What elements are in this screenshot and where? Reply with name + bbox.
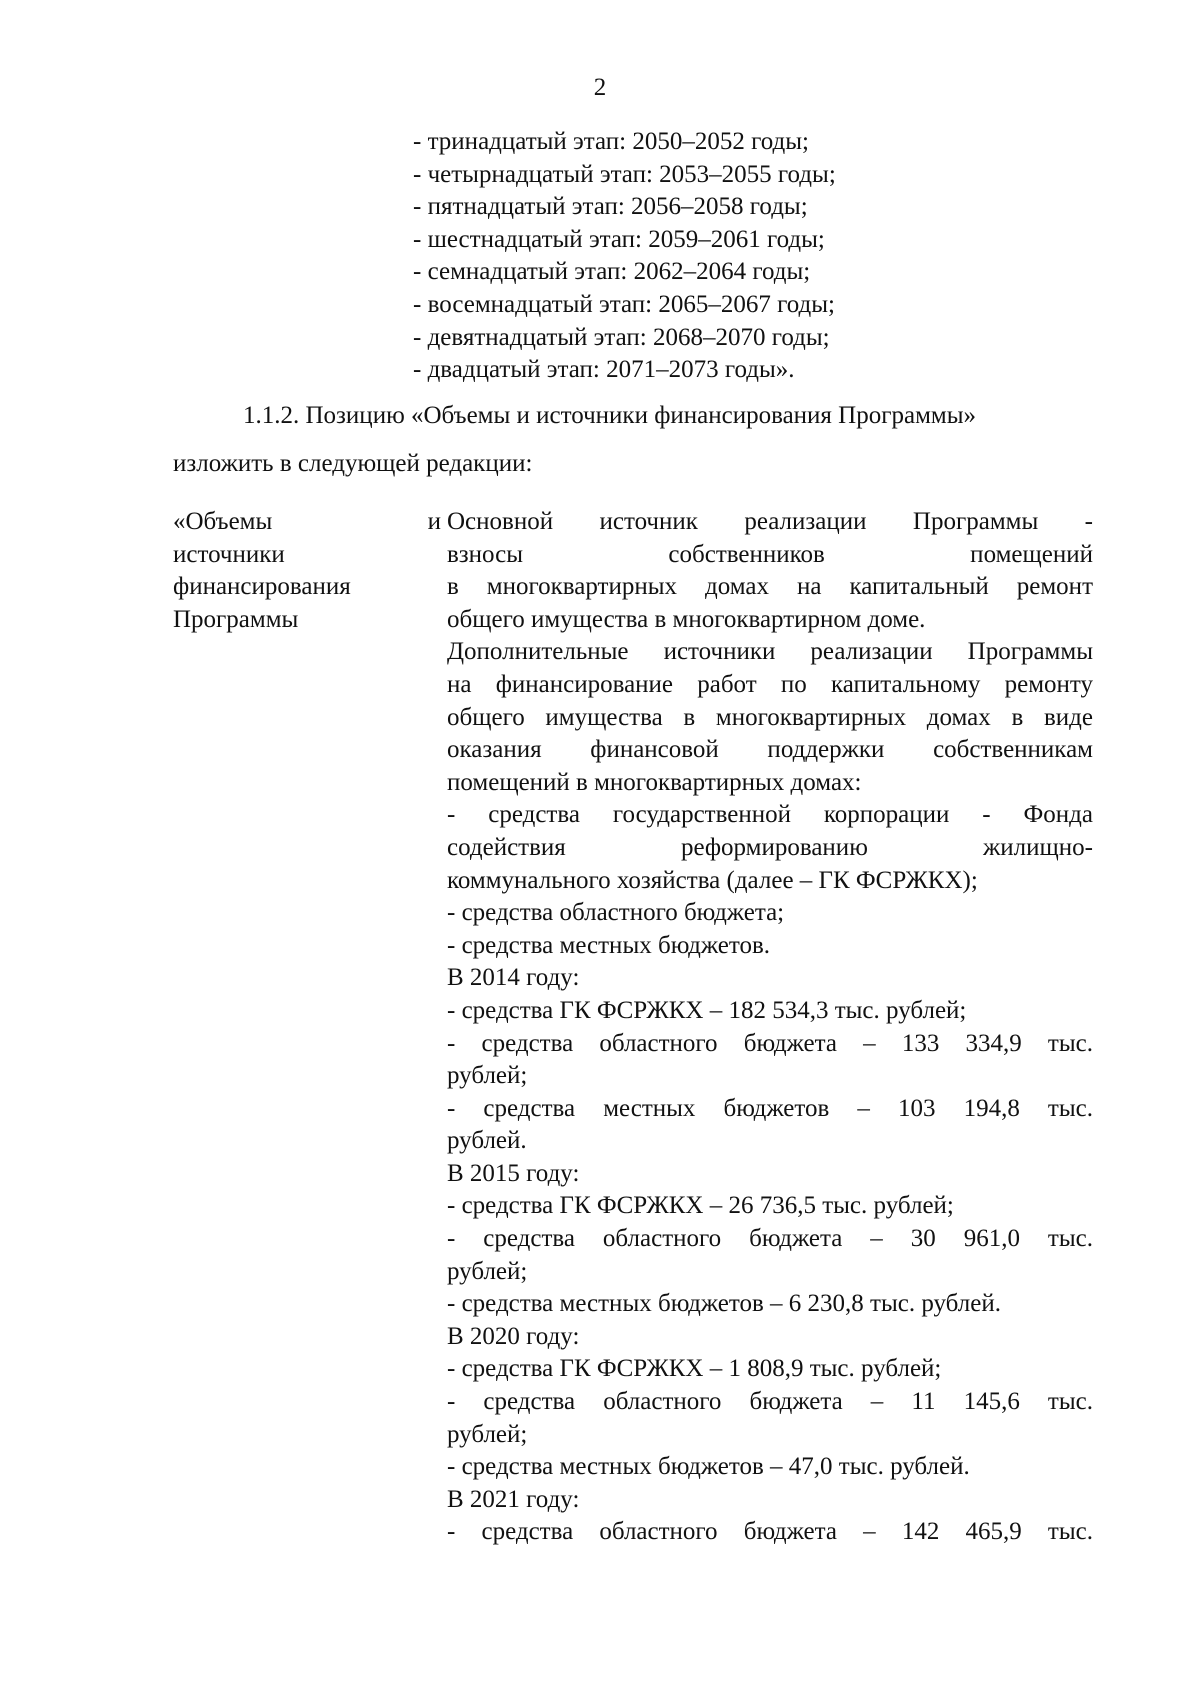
content-line: - средства местных бюджетов.	[447, 931, 771, 959]
stage-item: - пятнадцатый этап: 2056–2058 годы;	[413, 193, 808, 221]
label-line: финансирования	[173, 573, 351, 601]
content-line: помещений в многоквартирных домах:	[447, 768, 862, 796]
content-line: содействия реформированию жилищно-	[447, 833, 1093, 861]
content-line: рублей;	[447, 1062, 528, 1090]
stage-list	[413, 126, 1093, 387]
content-line: В 2021 году:	[447, 1485, 580, 1513]
content-line: - средства областного бюджета – 30 961,0 тыс.	[447, 1225, 1093, 1253]
content-line: коммунального хозяйства (далее – ГК ФСРЖКХ);	[447, 866, 978, 894]
content-line: - средства государственной корпорации - Фонда	[447, 801, 1093, 829]
content-line: В 2014 году:	[447, 964, 580, 992]
label-line: источники	[173, 540, 285, 568]
label-conjunction: и	[427, 508, 441, 535]
content-line: - средства ГК ФСРЖКХ – 182 534,3 тыс. рублей;	[447, 996, 967, 1024]
table-content-cell	[447, 506, 1093, 1549]
content-line: - средства местных бюджетов – 47,0 тыс. рублей.	[447, 1453, 970, 1481]
content-line: - средства ГК ФСРЖКХ – 26 736,5 тыс. рублей;	[447, 1192, 954, 1220]
content-line: рублей;	[447, 1420, 528, 1448]
content-line: взносы собственников помещений	[447, 540, 1093, 568]
stage-item: - четырнадцатый этап: 2053–2055 годы;	[413, 160, 836, 188]
paragraph-item-1-1-2: 1.1.2. Позицию «Объемы и источники финансирования Программы»	[243, 402, 977, 429]
stage-item: - двадцатый этап: 2071–2073 годы».	[413, 356, 795, 384]
paragraph-continuation: изложить в следующей редакции:	[173, 450, 533, 477]
content-line: на финансирование работ по капитальному ремонту	[447, 670, 1093, 698]
label-line	[173, 506, 441, 539]
content-line: рублей.	[447, 1127, 527, 1155]
content-line: - средства областного бюджета – 133 334,9 тыс.	[447, 1029, 1093, 1057]
content-line: - средства местных бюджетов – 6 230,8 тыс. рублей.	[447, 1290, 1001, 1318]
content-line: Дополнительные источники реализации Программы	[447, 638, 1093, 666]
content-line: рублей;	[447, 1257, 528, 1285]
content-line: общего имущества в многоквартирных домах в виде	[447, 703, 1093, 731]
stage-item: - тринадцатый этап: 2050–2052 годы;	[413, 128, 809, 155]
page-number: 2	[593, 74, 607, 101]
content-line: - средства областного бюджета – 11 145,6 тыс.	[447, 1388, 1093, 1416]
stage-item: - девятнадцатый этап: 2068–2070 годы;	[413, 323, 830, 351]
stage-item: - семнадцатый этап: 2062–2064 годы;	[413, 258, 811, 286]
content-line: общего имущества в многоквартирном доме.	[447, 605, 926, 633]
content-line: Основной источник реализации Программы -	[447, 508, 1093, 535]
stage-item: - шестнадцатый этап: 2059–2061 годы;	[413, 225, 825, 253]
label-line: Программы	[173, 605, 299, 633]
stage-item: - восемнадцатый этап: 2065–2067 годы;	[413, 290, 835, 318]
content-line: в многоквартирных домах на капитальный ремонт	[447, 573, 1093, 601]
label-word: «Объемы	[173, 508, 273, 535]
content-line: В 2020 году:	[447, 1322, 580, 1350]
content-line: - средства ГК ФСРЖКХ – 1 808,9 тыс. рублей;	[447, 1355, 942, 1383]
content-line: оказания финансовой поддержки собственникам	[447, 736, 1093, 764]
table-label-cell	[173, 506, 441, 636]
content-line: - средства местных бюджетов – 103 194,8 тыс.	[447, 1094, 1093, 1122]
content-line: В 2015 году:	[447, 1159, 580, 1187]
content-line: - средства областного бюджета;	[447, 899, 785, 927]
content-line: - средства областного бюджета – 142 465,9 тыс.	[447, 1518, 1093, 1546]
